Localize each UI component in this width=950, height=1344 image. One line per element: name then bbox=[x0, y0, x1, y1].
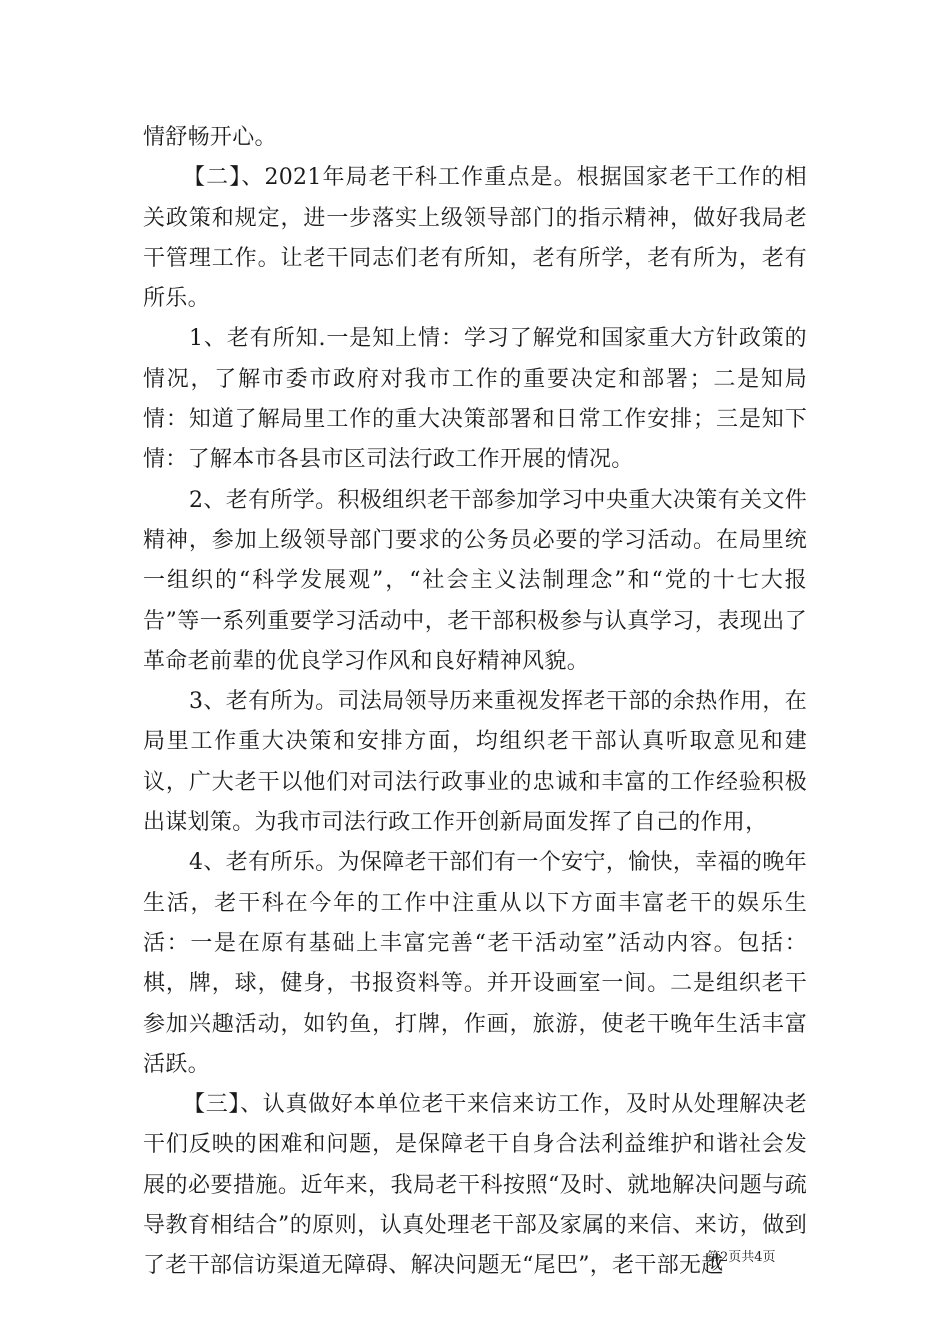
paragraph-section-two: 【二】、2021年局老干科工作重点是。根据国家老干工作的相关政策和规定，进一步落实上级领导部门的指示精神，做好我局老干管理工作。让老干同志们老有所知，老有所学，老有所为，老有所乐。 bbox=[143, 165, 807, 312]
document-body bbox=[143, 118, 807, 1287]
paragraph-item-1: 1、老有所知.一是知上情：学习了解党和国家重大方针政策的情况，了解市委市政府对我市工作的重要决定和部署；二是知局情：知道了解局里工作的重大决策部署和日常工作安排；三是知下情：了解本市各县市区司法行政工作开展的情况。 bbox=[143, 326, 807, 473]
paragraph-continuation: 情舒畅开心。 bbox=[143, 125, 277, 150]
paragraph-item-3: 3、老有所为。司法局领导历来重视发挥老干部的余热作用，在局里工作重大决策和安排方面，均组织老干部认真听取意见和建议，广大老干以他们对司法行政事业的忠诚和丰富的工作经验积极出谋划策。为我市司法行政工作开创新局面发挥了自己的作用， bbox=[143, 689, 807, 836]
page-number: 第2页共4页 bbox=[707, 1250, 776, 1265]
paragraph-section-three: 【三】、认真做好本单位老干来信来访工作，及时从处理解决老干们反映的困难和问题，是保障老干自身合法利益维护和谐社会发展的必要措施。近年来，我局老干科按照“及时、就地解决问题与疏导教育相结合”的原则，认真处理老干部及家属的来信、来访，做到了老干部信访渠道无障碍、解决问题无“尾巴”，老干部无越 bbox=[143, 1092, 807, 1279]
paragraph-item-2: 2、老有所学。积极组织老干部参加学习中央重大决策有关文件精神，参加上级领导部门要求的公务员必要的学习活动。在局里统一组织的“科学发展观”，“社会主义法制理念”和“党的十七大报告”等一系列重要学习活动中，老干部积极参与认真学习，表现出了革命老前辈的优良学习作风和良好精神风貌。 bbox=[143, 487, 807, 674]
paragraph-item-4: 4、老有所乐。为保障老干部们有一个安宁，愉快，幸福的晚年生活，老干科在今年的工作中注重从以下方面丰富老干的娱乐生活：一是在原有基础上丰富完善“老干活动室”活动内容。包括：棋，牌，球，健身，书报资料等。并开设画室一间。二是组织老干参加兴趣活动，如钓鱼，打牌，作画，旅游，使老干晚年生活丰富活跃。 bbox=[143, 850, 807, 1077]
